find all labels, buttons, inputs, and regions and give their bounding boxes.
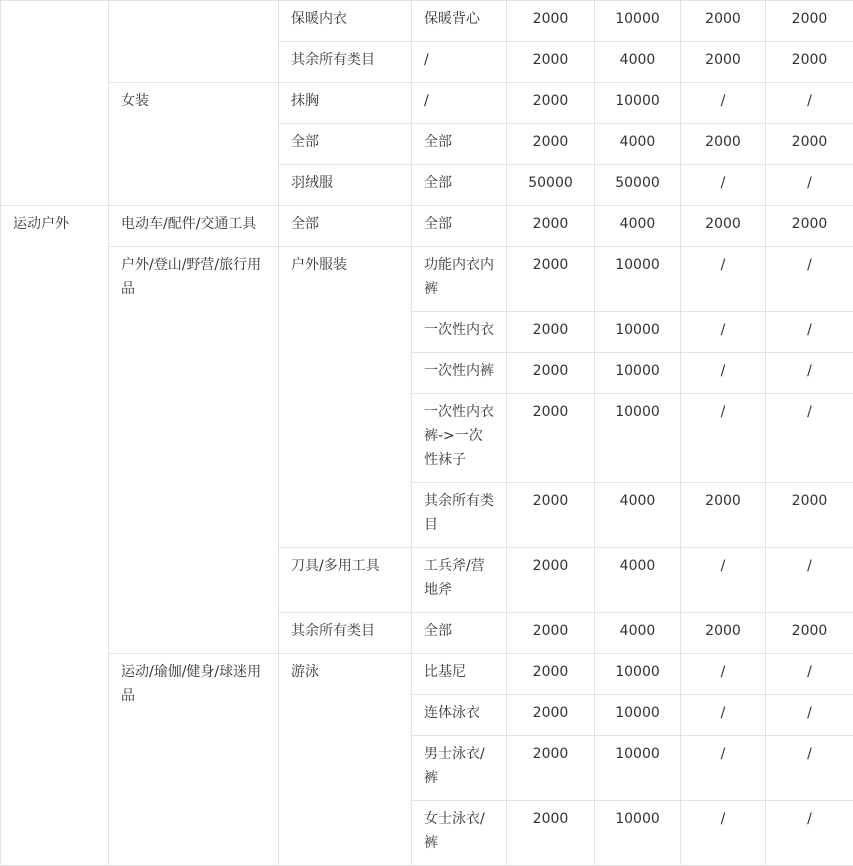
value-cell: / bbox=[766, 548, 853, 613]
value-cell: / bbox=[766, 312, 853, 353]
value-cell: 2000 bbox=[681, 206, 766, 247]
level4-cell: 全部 bbox=[412, 165, 507, 206]
value-cell: 10000 bbox=[595, 353, 681, 394]
value-cell: 2000 bbox=[507, 206, 595, 247]
value-cell: 2000 bbox=[681, 1, 766, 42]
table-row bbox=[1, 654, 853, 695]
value-cell: / bbox=[766, 654, 853, 695]
value-cell: / bbox=[681, 312, 766, 353]
level4-cell: / bbox=[412, 83, 507, 124]
value-cell: 2000 bbox=[507, 654, 595, 695]
level4-cell: 女士泳衣/裤 bbox=[412, 801, 507, 866]
value-cell: / bbox=[681, 736, 766, 801]
value-cell: 4000 bbox=[595, 42, 681, 83]
value-cell: 2000 bbox=[766, 124, 853, 165]
level4-cell: / bbox=[412, 42, 507, 83]
value-cell: 2000 bbox=[766, 613, 853, 654]
value-cell: 10000 bbox=[595, 801, 681, 866]
level3-cell: 保暖内衣 bbox=[279, 1, 412, 42]
value-cell: 2000 bbox=[507, 548, 595, 613]
level2-cell: 电动车/配件/交通工具 bbox=[109, 206, 279, 247]
value-cell: 4000 bbox=[595, 548, 681, 613]
value-cell: 10000 bbox=[595, 247, 681, 312]
value-cell: 2000 bbox=[766, 206, 853, 247]
level2-cell bbox=[109, 1, 279, 83]
value-cell: 10000 bbox=[595, 695, 681, 736]
level4-cell: 一次性内衣 bbox=[412, 312, 507, 353]
level2-cell: 运动/瑜伽/健身/球迷用品 bbox=[109, 654, 279, 866]
level4-cell: 功能内衣内裤 bbox=[412, 247, 507, 312]
value-cell: / bbox=[681, 654, 766, 695]
level3-cell: 全部 bbox=[279, 206, 412, 247]
value-cell: 4000 bbox=[595, 206, 681, 247]
value-cell: 2000 bbox=[507, 83, 595, 124]
value-cell: 2000 bbox=[507, 312, 595, 353]
value-cell: / bbox=[766, 247, 853, 312]
value-cell: / bbox=[681, 548, 766, 613]
table-row bbox=[1, 83, 853, 124]
value-cell: / bbox=[766, 801, 853, 866]
value-cell: 10000 bbox=[595, 654, 681, 695]
level3-cell: 其余所有类目 bbox=[279, 613, 412, 654]
value-cell: 2000 bbox=[681, 124, 766, 165]
value-cell: / bbox=[681, 353, 766, 394]
value-cell: 50000 bbox=[595, 165, 681, 206]
level3-cell: 刀具/多用工具 bbox=[279, 548, 412, 613]
level3-cell: 抹胸 bbox=[279, 83, 412, 124]
value-cell: 50000 bbox=[507, 165, 595, 206]
value-cell: 2000 bbox=[507, 613, 595, 654]
value-cell: 2000 bbox=[681, 613, 766, 654]
level4-cell: 比基尼 bbox=[412, 654, 507, 695]
level3-cell: 全部 bbox=[279, 124, 412, 165]
value-cell: / bbox=[766, 165, 853, 206]
table-row bbox=[1, 206, 853, 247]
level4-cell: 一次性内衣裤->一次性袜子 bbox=[412, 394, 507, 483]
value-cell: / bbox=[766, 695, 853, 736]
level1-cell bbox=[1, 1, 109, 206]
value-cell: / bbox=[681, 83, 766, 124]
value-cell: / bbox=[681, 247, 766, 312]
value-cell: / bbox=[681, 394, 766, 483]
value-cell: 10000 bbox=[595, 736, 681, 801]
level4-cell: 一次性内裤 bbox=[412, 353, 507, 394]
level1-cell: 运动户外 bbox=[1, 206, 109, 866]
value-cell: / bbox=[681, 695, 766, 736]
value-cell: 2000 bbox=[766, 42, 853, 83]
value-cell: / bbox=[766, 394, 853, 483]
level4-cell: 全部 bbox=[412, 613, 507, 654]
value-cell: / bbox=[681, 801, 766, 866]
value-cell: 4000 bbox=[595, 483, 681, 548]
value-cell: 2000 bbox=[507, 736, 595, 801]
value-cell: 4000 bbox=[595, 124, 681, 165]
table-row bbox=[1, 1, 853, 42]
level3-cell: 户外服装 bbox=[279, 247, 412, 548]
value-cell: 2000 bbox=[766, 1, 853, 42]
value-cell: / bbox=[766, 736, 853, 801]
value-cell: / bbox=[766, 353, 853, 394]
value-cell: 10000 bbox=[595, 1, 681, 42]
level3-cell: 羽绒服 bbox=[279, 165, 412, 206]
value-cell: 10000 bbox=[595, 83, 681, 124]
value-cell: 2000 bbox=[507, 801, 595, 866]
value-cell: 2000 bbox=[507, 1, 595, 42]
value-cell: 2000 bbox=[507, 394, 595, 483]
value-cell: 10000 bbox=[595, 312, 681, 353]
value-cell: 2000 bbox=[681, 483, 766, 548]
value-cell: 2000 bbox=[507, 483, 595, 548]
value-cell: 2000 bbox=[507, 42, 595, 83]
level4-cell: 全部 bbox=[412, 206, 507, 247]
level4-cell: 全部 bbox=[412, 124, 507, 165]
value-cell: 2000 bbox=[507, 695, 595, 736]
level4-cell: 男士泳衣/裤 bbox=[412, 736, 507, 801]
level3-cell: 其余所有类目 bbox=[279, 42, 412, 83]
value-cell: 2000 bbox=[681, 42, 766, 83]
value-cell: 4000 bbox=[595, 613, 681, 654]
level4-cell: 保暖背心 bbox=[412, 1, 507, 42]
level4-cell: 工兵斧/营地斧 bbox=[412, 548, 507, 613]
level3-cell: 游泳 bbox=[279, 654, 412, 866]
value-cell: 2000 bbox=[766, 483, 853, 548]
level4-cell: 连体泳衣 bbox=[412, 695, 507, 736]
level2-cell: 女装 bbox=[109, 83, 279, 206]
table-row bbox=[1, 247, 853, 312]
value-cell: 2000 bbox=[507, 124, 595, 165]
value-cell: 10000 bbox=[595, 394, 681, 483]
value-cell: / bbox=[766, 83, 853, 124]
level2-cell: 户外/登山/野营/旅行用品 bbox=[109, 247, 279, 654]
value-cell: 2000 bbox=[507, 247, 595, 312]
level4-cell: 其余所有类目 bbox=[412, 483, 507, 548]
value-cell: / bbox=[681, 165, 766, 206]
value-cell: 2000 bbox=[507, 353, 595, 394]
